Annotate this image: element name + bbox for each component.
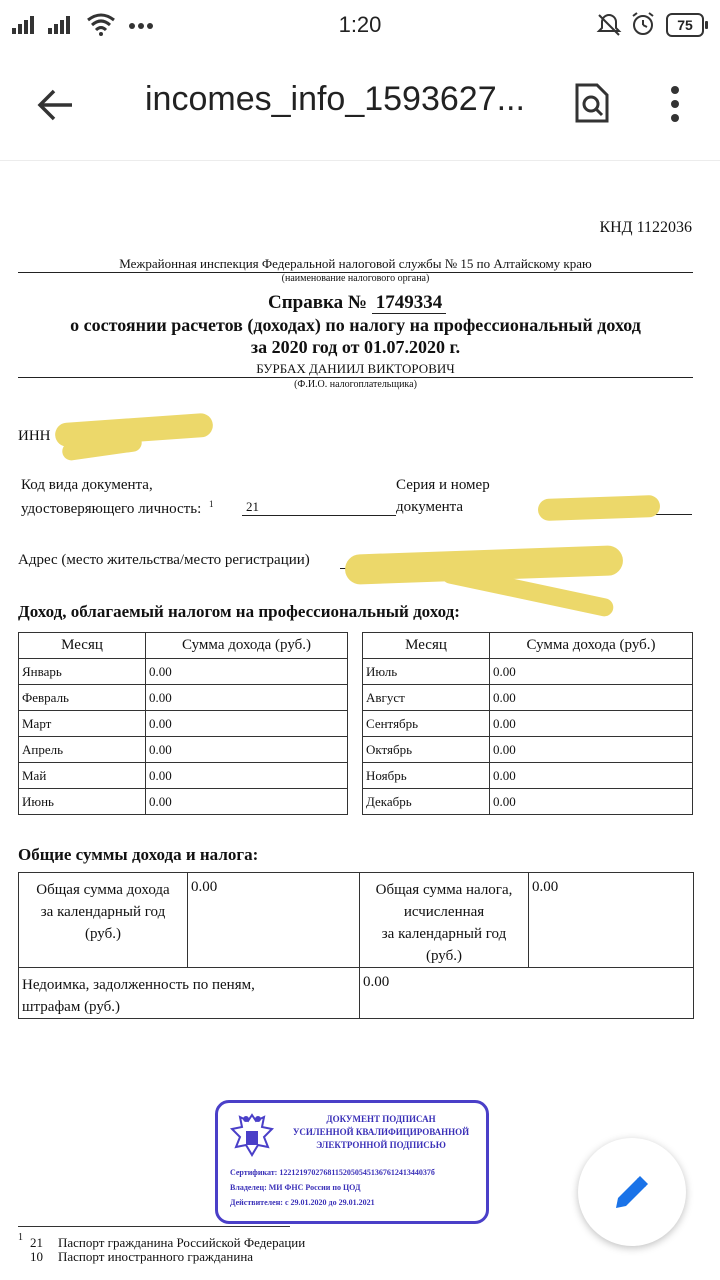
footnote-1-text: Паспорт гражданина Российской Федерации <box>58 1235 306 1250</box>
month-value: 0.00 <box>490 711 693 737</box>
certificate-subtitle: о состоянии расчетов (доходах) по налогу на профессиональный доход <box>70 315 641 335</box>
footnote-2-code: 10 <box>30 1249 43 1264</box>
table-row <box>363 685 693 711</box>
search-document-icon[interactable] <box>574 82 610 124</box>
total-income-label-3: (руб.) <box>85 926 121 942</box>
month-name: Октябрь <box>363 737 490 763</box>
document-title: incomes_info_1593627... <box>145 80 525 118</box>
month-value: 0.00 <box>146 789 348 815</box>
redaction-mark <box>538 495 661 521</box>
arrears-label <box>19 968 360 1019</box>
knd-code: КНД 1122036 <box>599 219 692 236</box>
month-value: 0.00 <box>146 763 348 789</box>
doc-kind-value: 21 <box>242 499 396 516</box>
month-value: 0.00 <box>490 659 693 685</box>
total-income-value: 0.00 <box>188 873 360 968</box>
alarm-icon <box>630 11 656 37</box>
table-row <box>19 659 348 685</box>
month-name: Август <box>363 685 490 711</box>
income-heading: Доход, облагаемый налогом на профессиональный доход: <box>18 602 460 621</box>
address-label: Адрес (место жительства/место регистрации) <box>18 552 310 568</box>
month-name: Июль <box>363 659 490 685</box>
total-tax-label-1: Общая сумма налога, <box>375 882 513 898</box>
edit-pencil-icon <box>612 1172 652 1212</box>
doc-kind-footnote-ref: 1 <box>209 499 214 509</box>
total-tax-label <box>360 873 529 968</box>
table-row <box>363 763 693 789</box>
month-value: 0.00 <box>490 763 693 789</box>
taxpayer-caption: (Ф.И.О. налогоплательщика) <box>294 379 417 390</box>
month-value: 0.00 <box>146 685 348 711</box>
col-month-header: Месяц <box>19 633 146 659</box>
income-table-right <box>362 632 693 815</box>
month-value: 0.00 <box>146 659 348 685</box>
table-row <box>363 789 693 815</box>
series-label-2: документа <box>396 499 464 515</box>
month-value: 0.00 <box>490 685 693 711</box>
month-value: 0.00 <box>490 737 693 763</box>
total-tax-label-3: за календарный год <box>381 926 507 942</box>
taxpayer-name: БУРБАХ ДАНИИЛ ВИКТОРОВИЧ <box>18 361 693 378</box>
battery-icon: 75 <box>666 13 704 37</box>
doc-kind-label-2: удостоверяющего личность: <box>21 501 202 517</box>
totals-heading: Общие суммы дохода и налога: <box>18 845 259 864</box>
month-name: Сентябрь <box>363 711 490 737</box>
total-tax-value: 0.00 <box>529 873 694 968</box>
footnote-2-text: Паспорт иностранного гражданина <box>58 1249 254 1264</box>
series-label-1: Серия и номер <box>396 477 490 493</box>
certificate-period: за 2020 год от 01.07.2020 г. <box>250 337 461 357</box>
col-sum-header: Сумма дохода (руб.) <box>490 633 693 659</box>
total-income-label-2: за календарный год <box>40 904 166 920</box>
table-row <box>363 737 693 763</box>
certificate-number: 1749334 <box>372 292 447 314</box>
table-row <box>363 711 693 737</box>
total-income-label-1: Общая сумма дохода <box>36 882 170 898</box>
col-sum-header: Сумма дохода (руб.) <box>146 633 348 659</box>
arrears-label-1: Недоимка, задолженность по пеням, <box>22 977 255 993</box>
arrears-label-2: штрафам (руб.) <box>22 999 121 1015</box>
totals-table <box>18 872 694 1019</box>
more-vert-icon[interactable] <box>668 84 682 124</box>
month-value: 0.00 <box>490 789 693 815</box>
footnote-mark: 1 <box>18 1232 23 1243</box>
tax-authority-caption: (наименование налогового органа) <box>281 273 430 284</box>
total-tax-label-4: (руб.) <box>426 948 462 964</box>
table-row <box>19 763 348 789</box>
doc-kind-label <box>21 499 214 518</box>
month-name: Март <box>19 711 146 737</box>
footnote-1-code: 21 <box>30 1235 43 1250</box>
month-name: Июнь <box>19 789 146 815</box>
footnote-divider <box>18 1226 290 1227</box>
stamp-owner: Владелец: МИ ФНС России по ЦОД <box>230 1183 361 1192</box>
inn-label: ИНН <box>18 428 51 444</box>
month-name: Апрель <box>19 737 146 763</box>
status-bar <box>0 0 720 50</box>
russian-eagle-emblem-icon <box>224 1107 280 1163</box>
table-row <box>19 789 348 815</box>
back-arrow-icon[interactable] <box>36 88 76 122</box>
month-name: Ноябрь <box>363 763 490 789</box>
doc-kind-label-1: Код вида документа, <box>21 477 153 493</box>
electronic-signature-stamp <box>215 1100 489 1224</box>
month-name: Январь <box>19 659 146 685</box>
edit-fab-button[interactable] <box>578 1138 686 1246</box>
stamp-validity: Действителен: с 29.01.2020 до 29.01.2021 <box>230 1198 375 1207</box>
stamp-certificate: Сертификат: 12212197027681152050545136761241344037б <box>230 1168 435 1177</box>
total-tax-label-2: исчисленная <box>403 904 485 920</box>
table-row <box>19 685 348 711</box>
status-time: 1:20 <box>338 12 382 37</box>
income-table-left <box>18 632 348 815</box>
stamp-line-1: ДОКУМЕНТ ПОДПИСАН <box>326 1114 436 1124</box>
month-value: 0.00 <box>146 711 348 737</box>
tax-authority: Межрайонная инспекция Федеральной налоговой службы № 15 по Алтайскому краю <box>18 256 693 273</box>
month-name: Май <box>19 763 146 789</box>
stamp-line-2: УСИЛЕННОЙ КВАЛИФИЦИРОВАННОЙ <box>292 1127 470 1137</box>
mute-icon <box>596 12 622 38</box>
certificate-title <box>268 292 446 314</box>
col-month-header: Месяц <box>363 633 490 659</box>
table-row <box>19 711 348 737</box>
month-name: Февраль <box>19 685 146 711</box>
app-toolbar <box>0 50 720 161</box>
table-row <box>363 659 693 685</box>
table-row <box>19 737 348 763</box>
total-income-label <box>19 873 188 968</box>
stamp-line-3: ЭЛЕКТРОННОЙ ПОДПИСЬЮ <box>316 1140 446 1150</box>
month-value: 0.00 <box>146 737 348 763</box>
month-name: Декабрь <box>363 789 490 815</box>
arrears-value: 0.00 <box>360 968 694 1019</box>
certificate-label: Справка № <box>268 292 367 313</box>
